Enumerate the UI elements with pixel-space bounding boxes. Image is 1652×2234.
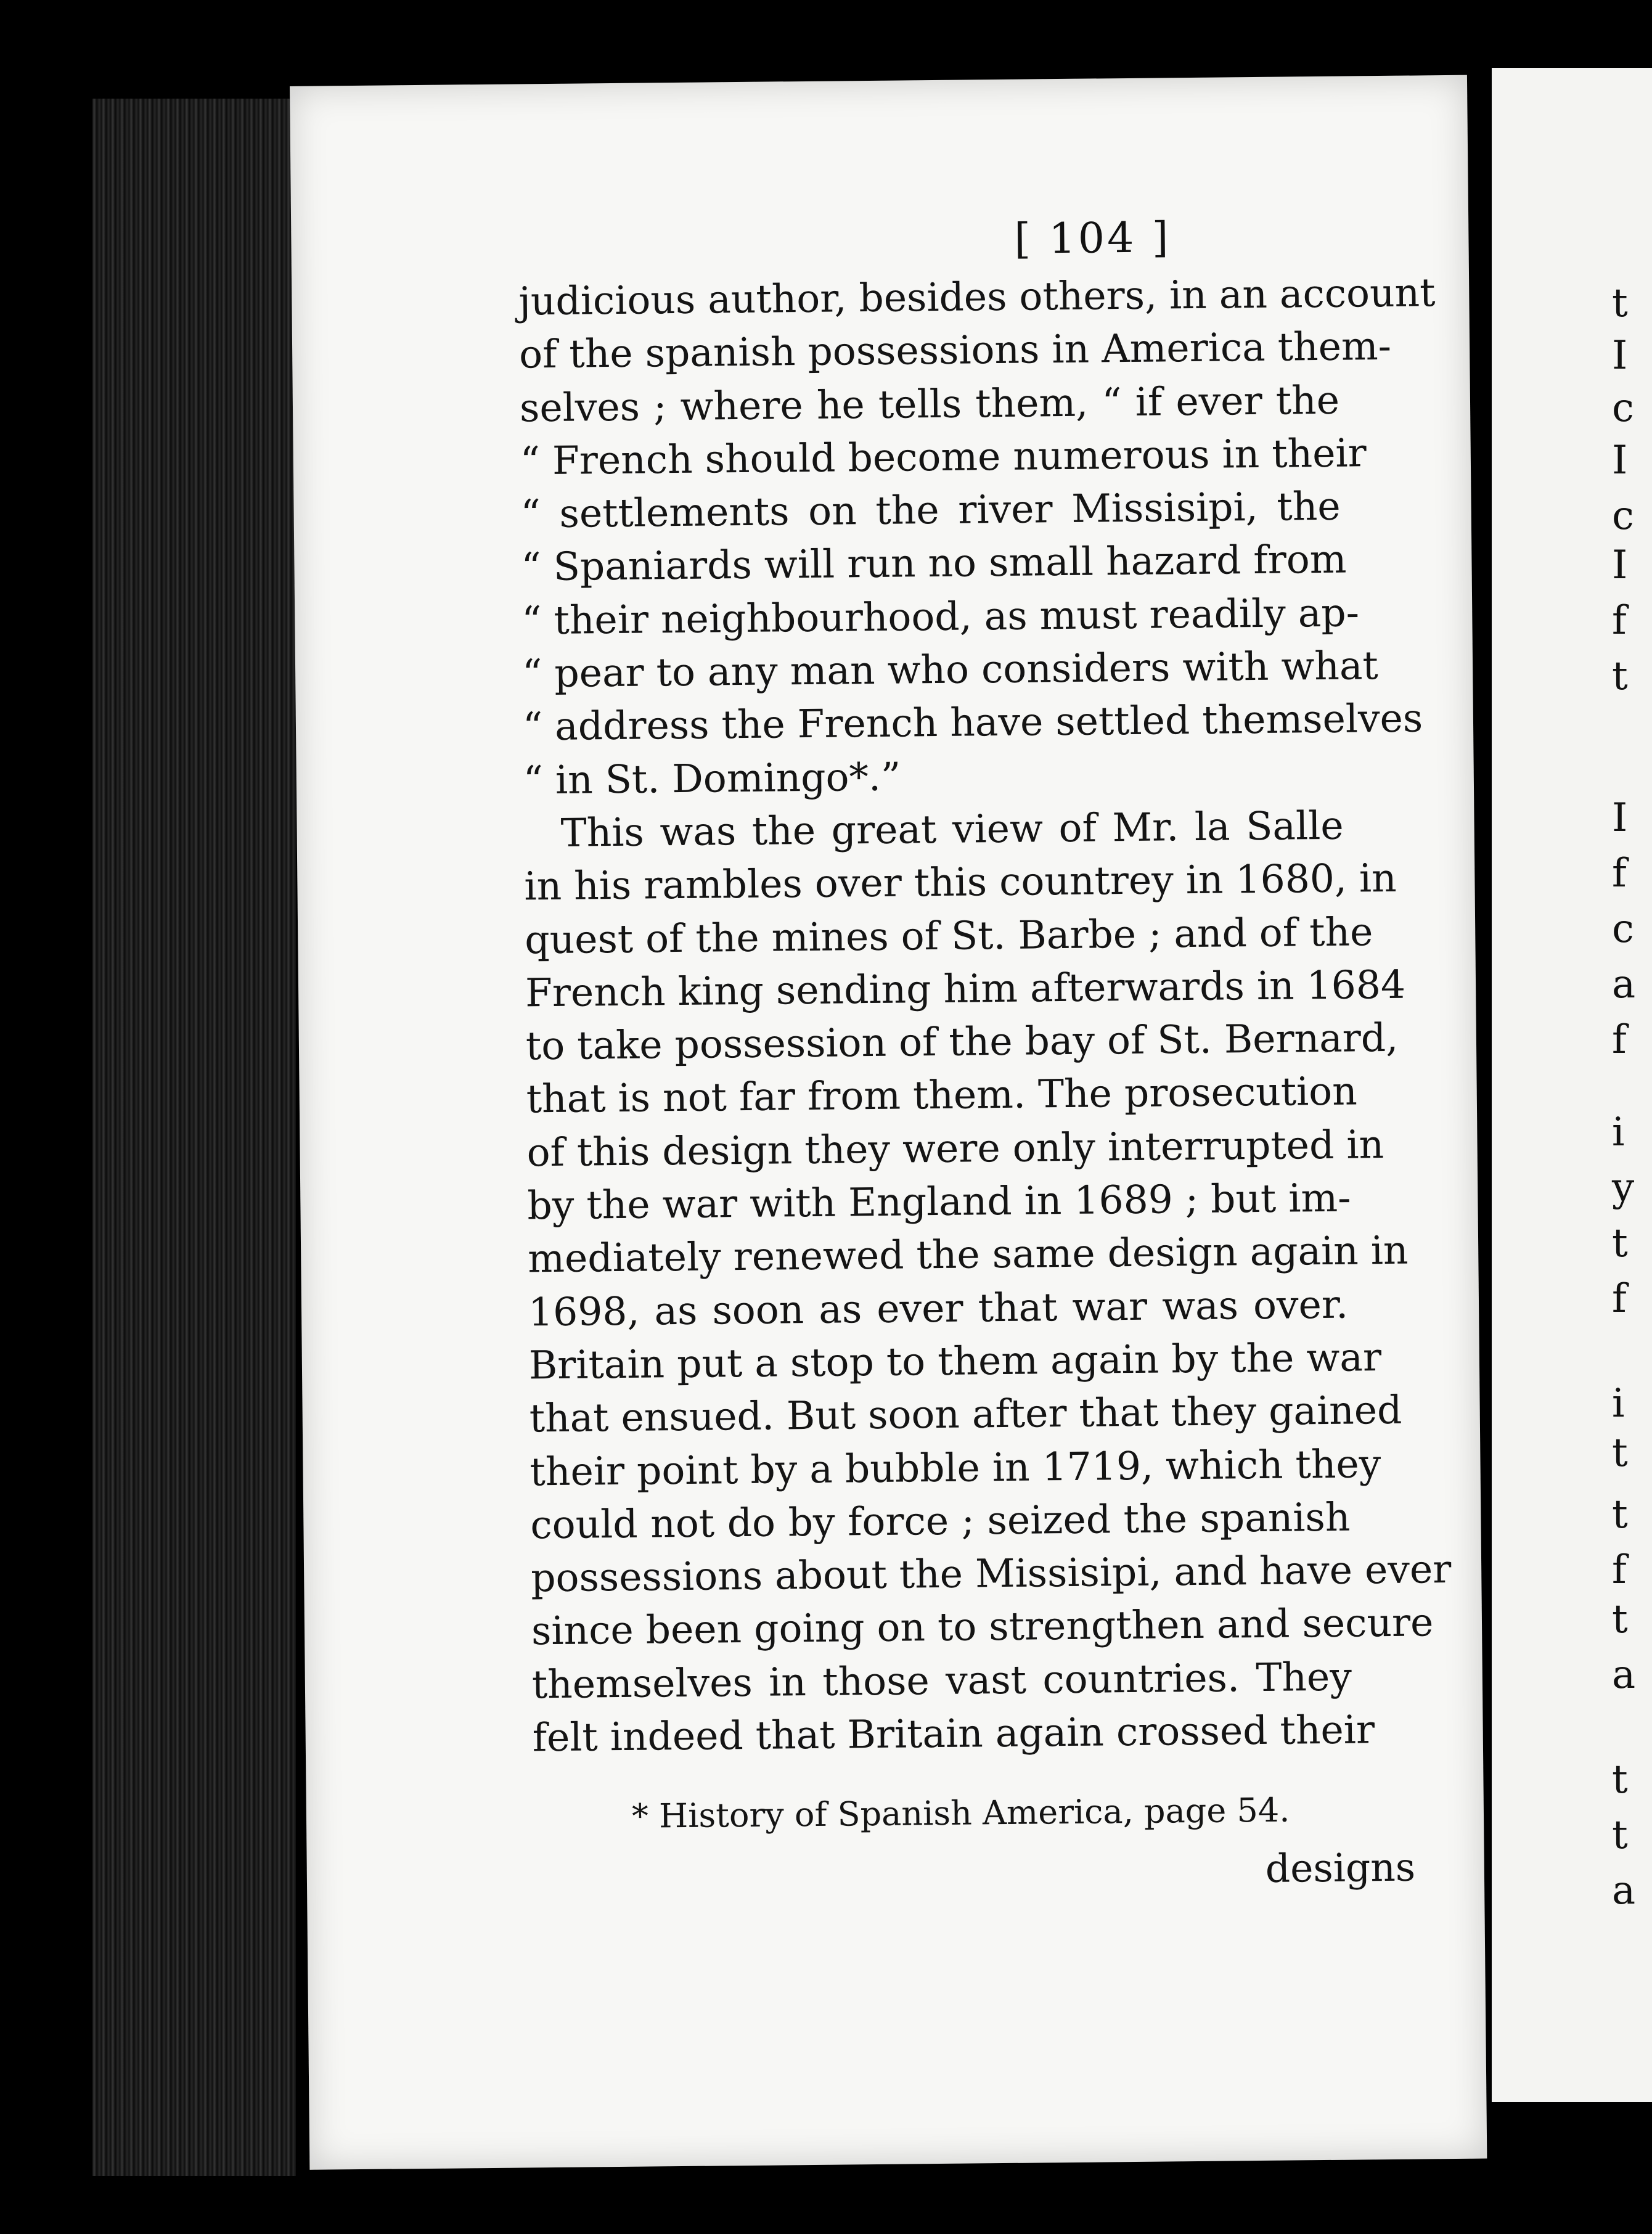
- edge-letter: f: [1612, 1547, 1627, 1593]
- edge-letter: t: [1612, 1597, 1628, 1642]
- edge-letter: I: [1612, 438, 1628, 483]
- text-line: “ in St. Domingo*.”: [523, 754, 901, 803]
- text-line: French king sending him afterwards in 1684: [525, 962, 1406, 1016]
- text-line: since been going on to strengthen and secure: [531, 1600, 1434, 1654]
- text-line: quest of the mines of St. Barbe ; and of the: [524, 909, 1373, 962]
- edge-letter: f: [1612, 1276, 1627, 1322]
- text-line: 1698, as soon as ever that war was over.: [528, 1282, 1349, 1335]
- edge-letter: t: [1612, 1812, 1628, 1858]
- text-line: “ French should become numerous in their: [520, 430, 1367, 484]
- text-line: in his rambles over this countrey in 1680, in: [524, 856, 1397, 909]
- edge-letter: y: [1612, 1165, 1635, 1211]
- page-number: [ 104 ]: [1014, 213, 1171, 264]
- edge-letter: I: [1612, 795, 1628, 841]
- edge-letter: a: [1612, 1652, 1636, 1698]
- book-page: [290, 75, 1487, 2170]
- text-line: “ their neighbourhood, as must readily ap-: [521, 590, 1360, 644]
- text-line: themselves in those vast countries. They: [531, 1654, 1352, 1708]
- text-line: that ensued. But soon after that they gained: [529, 1388, 1402, 1441]
- edge-letter: f: [1612, 598, 1627, 644]
- edge-letter: I: [1612, 542, 1628, 588]
- edge-letter: i: [1612, 1381, 1625, 1426]
- edge-letter: t: [1612, 1492, 1628, 1537]
- text-line: could not do by force ; seized the spanish: [530, 1494, 1351, 1548]
- text-line: Britain put a stop to them again by the war: [528, 1335, 1382, 1388]
- edge-letter: I: [1612, 333, 1628, 378]
- edge-letter: t: [1612, 1430, 1628, 1476]
- text-line: of this design they were only interrupted in: [526, 1121, 1384, 1176]
- text-line: judicious author, besides others, in an account: [518, 270, 1436, 324]
- edge-letter: a: [1612, 962, 1636, 1007]
- facing-page-edge: [1492, 68, 1652, 2102]
- text-line: selves ; where he tells them, “ if ever the: [519, 377, 1340, 431]
- edge-letter: f: [1612, 851, 1627, 896]
- edge-letter: a: [1612, 1868, 1636, 1913]
- text-line: mediately renewed the same design again in: [527, 1228, 1409, 1282]
- footnote: * History of Spanish America, page 54.: [631, 1790, 1290, 1836]
- text-line: This was the great view of Mr. la Salle: [560, 803, 1344, 856]
- catchword: designs: [1265, 1844, 1416, 1891]
- text-line: “ Spaniards will run no small hazard from: [521, 537, 1347, 590]
- edge-letter: c: [1612, 493, 1634, 539]
- edge-letter: t: [1612, 1221, 1628, 1266]
- text-line: possessions about the Missisipi, and have ever: [530, 1547, 1452, 1601]
- edge-letter: t: [1612, 653, 1628, 699]
- text-line: that is not far from them. The prosecution: [526, 1068, 1358, 1122]
- edge-letter: i: [1612, 1110, 1625, 1155]
- text-line: to take possession of the bay of St. Bernard,: [525, 1015, 1399, 1069]
- edge-letter: t: [1612, 280, 1628, 326]
- text-line: “ pear to any man who considers with what: [521, 643, 1379, 697]
- text-line: “ settlements on the river Missisipi, the: [520, 483, 1341, 537]
- text-line: of the spanish possessions in America them-: [518, 324, 1392, 377]
- text-line: by the war with England in 1689 ; but im-: [527, 1175, 1351, 1229]
- text-line: their point by a bubble in 1719, which they: [530, 1441, 1381, 1494]
- body-text: [518, 268, 1452, 1765]
- edge-letter: c: [1612, 906, 1634, 952]
- edge-letter: f: [1612, 1017, 1627, 1063]
- edge-letter: t: [1612, 1757, 1628, 1802]
- text-line: “ address the French have settled themselves: [522, 695, 1423, 750]
- book-binding-shadow: [92, 99, 296, 2176]
- text-line: felt indeed that Britain again crossed their: [532, 1707, 1375, 1761]
- edge-letter: c: [1612, 385, 1634, 431]
